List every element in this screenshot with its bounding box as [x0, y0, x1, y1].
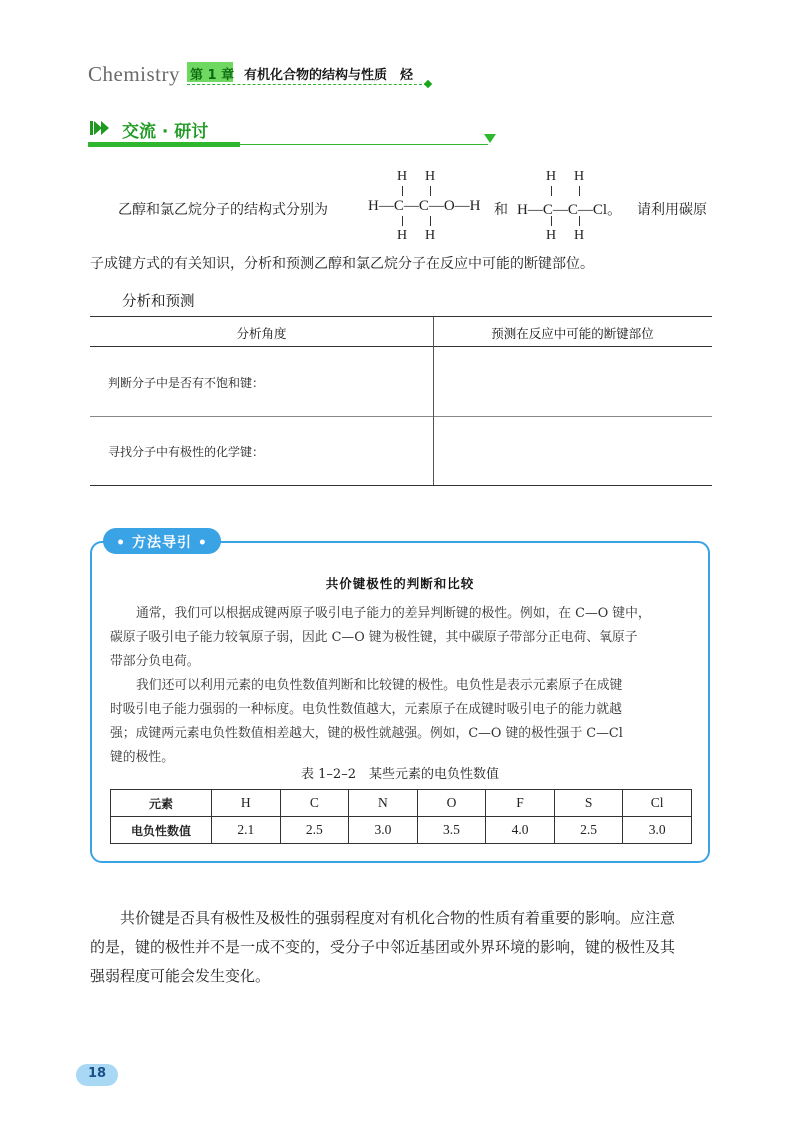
table-rule-bottom [90, 485, 712, 486]
guide-paragraph-line: 带部分负电荷。 [110, 654, 200, 669]
play-arrows-icon [90, 119, 112, 137]
intro-text-end: 请利用碳原 [637, 202, 707, 218]
formula-h-atom: H [546, 169, 557, 184]
chapter-title: 有机化合物的结构与性质 烃 [244, 68, 414, 83]
row-label: 电负性数值 [111, 817, 212, 844]
intro-connector: 和 [494, 202, 508, 218]
element-cell: C [280, 790, 349, 817]
formula-bond [551, 186, 552, 196]
table-row-label: 判断分子中是否有不饱和键： [108, 376, 265, 390]
element-cell: Cl [623, 790, 692, 817]
conclusion-line: 共价键是否具有极性及极性的强弱程度对有机化合物的性质有着重要的影响。应注意 [120, 909, 676, 927]
conclusion-line: 的是，键的极性并不是一成不变的，受分子中邻近基团或外界环境的影响，键的极性及其 [90, 938, 676, 956]
chapter-label: 第 1 章 [190, 68, 235, 83]
table-row [111, 790, 692, 817]
section-bar [88, 142, 240, 147]
table-column-divider [433, 317, 434, 485]
intro-text-start: 乙醇和氯乙烷分子的结构式分别为 [118, 202, 328, 218]
guide-paragraph-line: 强；成键两元素电负性数值相差越大，键的极性就越强。例如，C—O 键的极性强于 C—Cl [110, 726, 623, 741]
table-row-label: 寻找分子中有极性的化学键： [108, 445, 265, 459]
section-line [240, 144, 488, 145]
formula-bond [402, 216, 403, 226]
formula-h-atom: H [425, 228, 436, 243]
section-line-arrow [484, 134, 496, 143]
value-cell: 2.5 [280, 817, 349, 844]
element-cell: F [486, 790, 555, 817]
subject-title: Chemistry [88, 62, 180, 86]
table-rule-header [90, 346, 712, 347]
method-guide-tag: • 方法导引 • [116, 535, 208, 551]
column-header: 分析角度 [236, 326, 287, 341]
value-cell: 3.0 [349, 817, 418, 844]
formula-h-atom: H [425, 169, 436, 184]
formula-bond [402, 186, 403, 196]
formula-bond [430, 216, 431, 226]
formula-bond [579, 216, 580, 226]
formula-h-atom: H [574, 228, 585, 243]
formula-h-atom: H [574, 169, 585, 184]
method-guide-title: 共价键极性的判断和比较 [325, 576, 475, 591]
header-divider-end [424, 80, 432, 88]
guide-paragraph-line: 时吸引电子能力强弱的一种标度。电负性数值越大，元素原子在成键时吸引电子的能力就越 [110, 702, 622, 717]
formula-bond [551, 216, 552, 226]
table-row [111, 817, 692, 844]
table-caption: 表 1–2–2 某些元素的电负性数值 [301, 767, 499, 782]
value-cell: 4.0 [486, 817, 555, 844]
page-number: 18 [87, 1066, 107, 1081]
formula-bond [579, 186, 580, 196]
conclusion-line: 强弱程度可能会发生变化。 [90, 967, 271, 985]
value-cell: 2.1 [212, 817, 281, 844]
analysis-heading: 分析和预测 [122, 294, 195, 310]
guide-paragraph-line: 碳原子吸引电子能力较氧原子弱，因此 C—O 键为极性键，其中碳原子带部分正电荷、氧原子 [110, 630, 638, 645]
table-rule-row [90, 416, 712, 417]
column-header: 预测在反应中可能的断键部位 [491, 326, 654, 341]
table-rule-top [90, 316, 712, 317]
formula-h-atom: H [397, 228, 408, 243]
formula-h-atom: H [546, 228, 557, 243]
element-cell: N [349, 790, 418, 817]
chloroethane-formula: H—C—C—Cl。 [517, 202, 623, 218]
element-cell: O [417, 790, 486, 817]
row-label: 元素 [111, 790, 212, 817]
intro-text-line2: 子成键方式的有关知识，分析和预测乙醇和氯乙烷分子在反应中可能的断键部位。 [90, 256, 594, 272]
guide-paragraph-line: 通常，我们可以根据成键两原子吸引电子能力的差异判断键的极性。例如，在 C—O 键中， [136, 606, 651, 621]
electronegativity-table [110, 789, 692, 844]
value-cell: 3.5 [417, 817, 486, 844]
element-cell: S [554, 790, 623, 817]
guide-paragraph-line: 键的极性。 [110, 750, 174, 765]
value-cell: 3.0 [623, 817, 692, 844]
ethanol-formula: H—C—C—O—H [368, 198, 481, 214]
formula-h-atom: H [397, 169, 408, 184]
section-title: 交流 · 研讨 [122, 122, 209, 142]
value-cell: 2.5 [554, 817, 623, 844]
formula-bond [430, 186, 431, 196]
header-divider [187, 84, 427, 85]
element-cell: H [212, 790, 281, 817]
guide-paragraph-line: 我们还可以利用元素的电负性数值判断和比较键的极性。电负性是表示元素原子在成键 [136, 678, 623, 693]
